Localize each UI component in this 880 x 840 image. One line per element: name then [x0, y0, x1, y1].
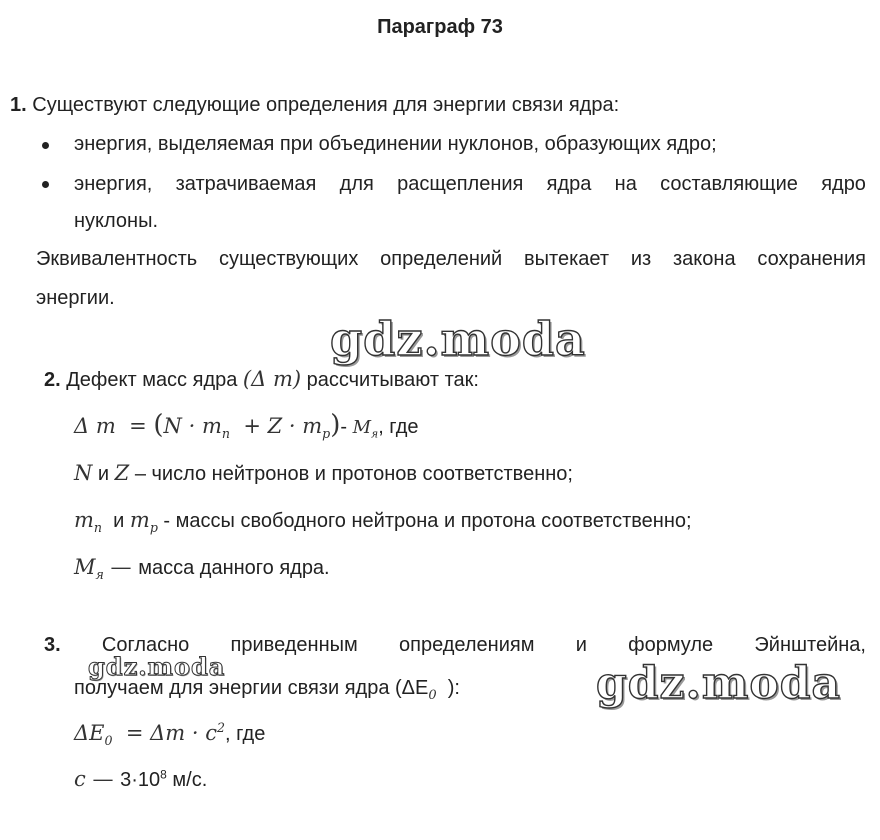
bullet-dot: [42, 142, 49, 149]
watermark: gdz.moda: [88, 652, 226, 681]
delta-m-symbol: (Δ m): [242, 367, 302, 391]
section-3-number: 3.: [44, 634, 61, 656]
word: определениям: [399, 634, 535, 656]
word: определений: [380, 248, 503, 270]
bullet-1-text: энергия, выделяемая при объединении нуклонов, образующих ядро;: [74, 133, 717, 155]
word: закона: [673, 248, 736, 270]
word: вытекает: [524, 248, 610, 270]
nz-definition-text: – число нейтронов и протонов соответственно;: [129, 463, 573, 485]
word: существующих: [219, 248, 359, 270]
nucleus-mass-definition: $M_я$ — масса данного ядра.: [74, 555, 330, 583]
word: затрачиваемая: [175, 173, 317, 195]
c-value: 3·10: [120, 769, 161, 791]
equivalence-line-1: [36, 248, 866, 271]
word: приведенным: [230, 634, 358, 656]
word: расщепления: [397, 173, 524, 195]
section-2-intro-a: Дефект масс ядра: [66, 369, 243, 391]
section-2-number: 2.: [44, 369, 61, 391]
formula-tail: , где: [225, 723, 266, 745]
section-3-line-2: получаем для энергии связи ядра ($\Delta E_0$ ):: [74, 677, 460, 703]
bullet-2-line-2: нуклоны.: [74, 210, 159, 232]
mass-definition-text: - массы свободного нейтрона и протона соответственно;: [157, 510, 692, 532]
bullet-2-line-1: [74, 173, 866, 196]
word: сохранения: [757, 248, 866, 270]
word: Согласно: [101, 634, 190, 656]
word: формуле: [628, 634, 714, 656]
section-2-intro-b: рассчитывают так:: [301, 369, 479, 391]
word: Эквивалентность: [36, 248, 198, 270]
page-title: Параграф 73: [377, 16, 503, 38]
word: ядро: [821, 173, 866, 195]
watermark: gdz.moda: [330, 312, 586, 366]
word: энергия,: [74, 173, 153, 195]
nucleus-mass-text: масса данного ядра.: [138, 557, 330, 579]
section-1-intro-text: Существуют следующие определения для энергии связи ядра:: [32, 94, 620, 116]
section-3-line-2-text: получаем для энергии связи ядра (ΔE: [74, 677, 429, 699]
c-unit: м/с.: [166, 769, 208, 791]
section-1-intro: [10, 94, 619, 117]
word: Эйнштейна,: [754, 634, 866, 656]
watermark: gdz.moda: [596, 658, 842, 709]
nz-definition: N и Z – число нейтронов и протонов соответственно;: [74, 461, 573, 485]
speed-of-light-line: c — $3\cdot 10^8$ м/с.: [74, 767, 208, 791]
word: и: [575, 634, 587, 656]
word: ядра: [546, 173, 592, 195]
mass-defect-formula: Δ $m = (N \cdot m_n + Z \cdot m_p)-$ $M_я$, где: [74, 410, 419, 442]
word: составляющие: [660, 173, 798, 195]
c-exponent: 8: [160, 767, 167, 782]
equivalence-line-2: энергии.: [36, 287, 115, 309]
binding-energy-formula: $\Delta E_0 = \Delta m \cdot c^2$, где: [74, 720, 266, 749]
section-2-intro: [44, 367, 479, 392]
word: на: [614, 173, 637, 195]
word: для: [339, 173, 374, 195]
formula-tail: , где: [378, 416, 419, 438]
bullet-dot: [42, 181, 49, 188]
section-1-number: 1.: [10, 94, 27, 116]
word: из: [630, 248, 652, 270]
mass-definition: $m_n$ и $m_p$ - массы свободного нейтрона и протона соответственно;: [74, 508, 692, 536]
